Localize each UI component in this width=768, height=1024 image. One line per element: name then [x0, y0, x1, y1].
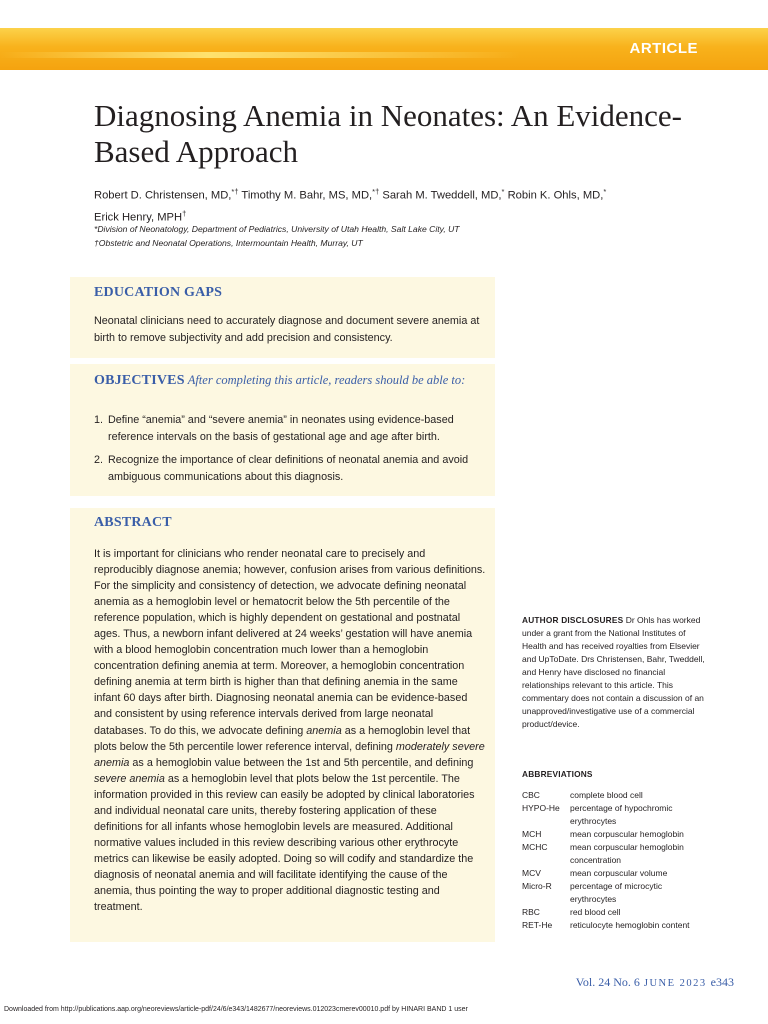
abbreviation-definition: mean corpuscular hemoglobin concentration: [570, 842, 684, 865]
article-title: Diagnosing Anemia in Neonates: An Evidence-Based Approach: [94, 98, 683, 169]
abbreviations-list: [522, 768, 712, 932]
footer-month: JUNE 2023: [643, 978, 707, 989]
author-marks: *: [501, 187, 505, 196]
abbreviation-row: [522, 828, 712, 841]
education-gaps-box: [70, 277, 495, 358]
author-list: [94, 183, 664, 226]
objective-item: [94, 412, 486, 446]
author-name: Robin K. Ohls, MD,: [507, 189, 604, 202]
objectives-heading: OBJECTIVES: [94, 373, 185, 388]
abbreviations-heading: ABBREVIATIONS: [522, 769, 593, 779]
banner-stripe: [0, 52, 520, 58]
author-name: Timothy M. Bahr, MS, MD,: [241, 189, 373, 202]
abbreviation-term: MCH: [522, 829, 542, 839]
objective-item: [94, 452, 486, 486]
footer-page-number: e343: [710, 975, 734, 989]
abbreviation-term: HYPO-He: [522, 803, 560, 813]
objectives-subheading: After completing this article, readers should be able to:: [187, 373, 466, 387]
author-disclosures: [522, 614, 708, 731]
abbreviation-row: [522, 919, 700, 932]
objective-number: 1.: [94, 414, 104, 426]
abbreviation-term: RET-He: [522, 920, 553, 930]
abstract-emphasis: moderately severe anemia: [94, 740, 485, 769]
page-footer: [576, 975, 734, 990]
abbreviation-term: RBC: [522, 907, 540, 917]
abbreviation-term: CBC: [522, 790, 540, 800]
abstract-emphasis: anemia: [306, 724, 342, 737]
author-marks: *†: [372, 187, 380, 196]
author-marks: *: [603, 187, 607, 196]
abbreviation-definition: mean corpuscular hemoglobin: [570, 829, 684, 839]
education-gaps-text: Neonatal clinicians need to accurately diagnose and document severe anemia at birth to remove subjectivity and add precision and consistency.: [94, 315, 480, 344]
abstract-heading: ABSTRACT: [94, 515, 172, 530]
author-name: Robert D. Christensen, MD,: [94, 189, 232, 202]
download-note: Downloaded from http://publications.aap.org/neoreviews/article-pdf/24/6/e343/1482677/neoreviews.012023cmerev00010.pdf by HINARI BAND 1 user: [4, 1006, 468, 1013]
abbreviation-definition: reticulocyte hemoglobin content: [570, 920, 690, 930]
abbreviation-definition: percentage of hypochromic erythrocytes: [570, 803, 673, 826]
education-gaps-heading: EDUCATION GAPS: [94, 285, 223, 300]
objective-number: 2.: [94, 454, 104, 466]
abbreviation-definition: mean corpuscular volume: [570, 868, 668, 878]
abbreviation-row: [522, 880, 695, 906]
abstract-text: It is important for clinicians who render neonatal care to precisely and reproducibly diagnose anemia; however, confusion arises from various definitions. For the simplicity and consistency of detection, we advocate defining neonatal anemia as a hemoglobin level or hematocrit below the 5th percentile of the reference population, which is highly dependent on gestational and postnatal ages. Thus, a newborn infant delivered at 24 weeks’ gestation will have anemia with a blood hemoglobin concentration much lower than a hemoglobin concentration defining anemia at term. Moreover, a hemoglobin concentration defining anemia at term birth is higher than that defining anemia in the same infant 60 days after birth. Diagnosing neonatal anemia can be evidence-based and consistent by using reference intervals derived from large neonatal databases. To do this, we advocate defining anemia as a hemoglobin level that plots below the 5th percentile lower reference interval, defining moderately severe anemia as a hemoglobin value between the 1st and 5th percentile, and defining severe anemia as a hemoglobin level that plots below the 1st percentile. The information provided in this review can easily be adopted by clinical laboratories and individual neonatal care units, thereby fostering application of these definitions for all infants whose hemoglobin levels are measured. Additional normative values included in this review describing various other erythrocyte metrics can likewise be easily adopted. Doing so will codify and standardize the diagnosis of neonatal anemia and will facilitate identifying the cause of the anemia, thus pointing the way to proper additional diagnostic testing and treatment.: [94, 548, 486, 914]
abbreviation-row: [522, 789, 712, 802]
footer-volume: Vol. 24 No. 6: [575, 975, 640, 989]
article-type-label: ARTICLE: [629, 40, 698, 57]
affiliation: *Division of Neonatology, Department of Pediatrics, University of Utah Health, Salt Lake City, UT: [94, 224, 460, 234]
author-marks: †: [182, 208, 187, 218]
abbreviation-term: MCHC: [522, 842, 548, 852]
disclosures-heading: AUTHOR DISCLOSURES: [522, 615, 624, 625]
abbreviation-definition: complete blood cell: [570, 790, 643, 800]
disclosures-text: Dr Ohls has worked under a grant from the National Institutes of Health and has received royalties from Elsevier and UpToDate. Drs Christensen, Bahr, Tweddell, and Henry have disclosed no financial relationships relevant to this article. This commentary does not contain a discussion of an unapproved/investigative use of a commercial product/device.: [522, 615, 705, 729]
abbreviation-definition: percentage of microcytic erythrocytes: [570, 881, 663, 904]
abstract-box: [70, 508, 495, 942]
abstract-emphasis: severe anemia: [94, 772, 165, 785]
objectives-box: [70, 364, 495, 496]
author-name: Erick Henry, MPH: [94, 211, 183, 224]
author-marks: *†: [231, 187, 239, 196]
affiliation: †Obstetric and Neonatal Operations, Intermountain Health, Murray, UT: [94, 238, 363, 248]
abbreviation-row: [522, 867, 712, 880]
abbreviation-row: [522, 906, 712, 919]
abbreviation-definition: red blood cell: [570, 907, 621, 917]
objectives-heading-line: [94, 373, 465, 389]
objective-text: Define “anemia” and “severe anemia” in neonates using evidence-based reference intervals on the basis of gestational age and age after birth.: [108, 414, 454, 443]
abbreviation-term: Micro-R: [522, 881, 552, 891]
author-name: Sarah M. Tweddell, MD,: [382, 189, 502, 202]
objective-text: Recognize the importance of clear definitions of neonatal anemia and avoid ambiguous communications about this diagnosis.: [108, 454, 469, 483]
abbreviation-row: [522, 841, 715, 867]
abbreviation-term: MCV: [522, 868, 541, 878]
abbreviation-row: [522, 802, 705, 828]
